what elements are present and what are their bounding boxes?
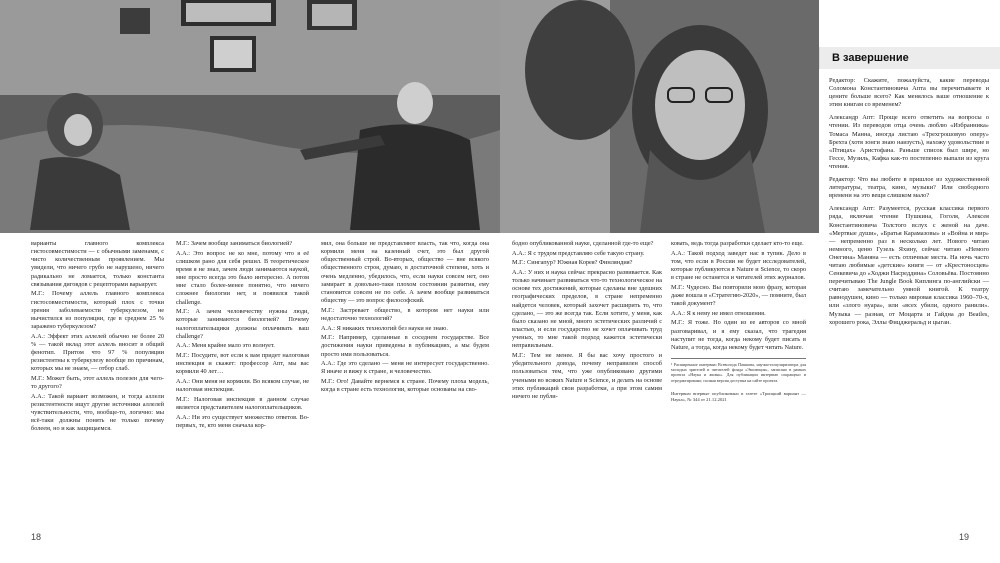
sidebar-paragraph: Редактор: Скажите, пожалуйста, какие переводы Соломона Константиновича Апта вы перечитываете и цените больше всего? Как менялось ваше отношение к этим книгам со временем? bbox=[829, 77, 989, 109]
column-paragraph: М.Г.: Ого! Давайте вернемся к стране. Почему плоха модель, когда в стране есть технологии, которые основаны на сво- bbox=[321, 378, 489, 394]
column-paragraph: А.А.: Я никаких технологий без науки не знаю. bbox=[321, 324, 448, 332]
photo-portrait-closeup bbox=[500, 0, 819, 233]
photo-scientists-on-sofa bbox=[0, 0, 500, 233]
column-paragraph: А.А.: Эффект этих аллелей обычно не более 20 % — такой вклад этот аллель вносит в общий фенотип. Притом что 97 % популяции резистентны к туберкулезу вообще по причинам, которых мы не знаем, — отбор слаб. bbox=[31, 332, 164, 373]
column-paragraph: М.Г.: Застревает общество, в котором нет науки или недостаточно технологий? bbox=[321, 306, 489, 322]
column-paragraph: М.Г.: Сингапур? Южная Корея? Финляндия? bbox=[512, 259, 633, 267]
column-paragraph: М.Г.: Может быть, этот аллель полезен для чего-то другого? bbox=[31, 375, 164, 391]
page-number-right: 19 bbox=[959, 532, 970, 542]
column-paragraph: бодно опубликованной науке, сделанной где-то еще? bbox=[512, 240, 654, 247]
text-column-left-1 bbox=[31, 240, 164, 435]
column-paragraph: М.Г.: Чудесно. Вы повторили мою фразу, которая даже вошла в «Стратегию-2020», — помните, был такой документ? bbox=[671, 283, 806, 308]
column-paragraph: А.А.: Где это сделано — меня не интересует государственно. Я иначе и вижу к стране, и человечество. bbox=[321, 360, 489, 376]
sidebar-body bbox=[829, 77, 989, 332]
column-paragraph: А.А.: Такой вариант возможен, и тогда аллели резистентности ищут другие источники аллелей чувствительности, что, вообще-то, логично: мы всё-таки должны понять не только почему болеем, но и как защищаемся. bbox=[31, 392, 164, 433]
sidebar-paragraph: Александр Апт: Разумеется, русская классика первого ряда, включая чтение Пушкина, Гоголя, Алексея Константиновича Толстого вслух с женой на даче. «Мертвые души», «Братья Карамазовы» и «Война и мир» — непременно раз в несколько лет. Нового читаю немного, ценю Гузель Яхину, сейчас читаю «Немого Онегина» Маняна — есть отличные места. На ночь часто читаю любимые «детские» книги — от «Крестоносцев» Сенкевича до «Ходжи Насреддина» Соловьёва. Постоянно перечитываю The Jungle Book Киплинга по-английски — считаю замечательно умной книгой. К театру равнодушен, кино — только мировая классика 1960–70-х, или «злого нуара», или «всех убили, одного ранили». Музыка — разная, от Моцарта и Гайдна до Beatles, хорошего рока, Эллы Фицджеральд и цыган. bbox=[829, 205, 989, 326]
sidebar-paragraph: Редактор: Что вы любите в пришлое из художественной литературы, театра, кино, музыки? Или свободного времени на это вещи слишком мало? bbox=[829, 176, 989, 200]
column-paragraph: М.Г.: Посудите, вот если к вам придет налоговая инспекция и скажет: профессор Апт, мы вас кормили 40 лет… bbox=[176, 352, 309, 376]
column-paragraph: А.А.: Это вопрос не ко мне, потому что я её слишком рано для себя решил. В теоретическое время я не знал, зачем люди занимаются наукой, мне просто всегда это было интересно. А потом мне стало более-менее понятно, что ничего сложнее биологии нет, и появился такой challenge. bbox=[176, 249, 309, 306]
column-paragraph: М.Г.: Я тоже. Но один из ее авторов со мной разговаривал, и я ему сказал, что трагедия наступит не тогда, когда некому будет писать в Nature, а тогда, когда некому будет читать Nature. bbox=[671, 319, 806, 351]
column-paragraph: мил, она больше не представляют власть, так что, когда она кормили меня на казенный счет, это был другой общественный строй. Во-вторых, общество — вне всякого общественного строя, думаю, в достаточной степени, хоть и очень медленно, убедилось, что, если науки совсем нет, оно замирает в довольно-таки плохом состоянии развития, ему становится совсем не по себе. А зачем вообще развиваться обществу — это вопрос философский. bbox=[321, 240, 489, 305]
column-paragraph: М.Г.: Почему аллель главного комплекса гистосовместимости, который плох с точки зрения заболеваемости туберкулезом, не вычистился из популяции, где в среднем 25 % заражено туберкулезом? bbox=[31, 290, 164, 331]
publication-source-note: Интервью впервые опубликовано в газете «Троицкий вариант — Наука», № 344 от 21.12.2021 bbox=[671, 390, 806, 402]
footnote: ¹ Расширенное интервью Всеволода Пашкова, научно-популяризатора для молодых зрителей и читателей фонда «Эволюция», записано в рамках проекта «Наука и жизнь». Для публикации интервью сокращено и отредактировано; полная версия доступна на сайте проекта. bbox=[671, 358, 806, 383]
page-number-left: 18 bbox=[31, 532, 42, 542]
column-paragraph: М.Г.: Налоговая инспекция в данном случае является представителем налогоплательщиков. bbox=[176, 395, 309, 411]
text-column-left-2 bbox=[176, 240, 309, 431]
text-column-left-3 bbox=[321, 240, 489, 396]
sidebar-paragraph: Александр Апт: Проще всего ответить на вопросы о чтении. Из переводов отца очень люблю «Избранника» Томаса Манна, иногда листаю «Трехгрошовую оперу» Брехта (хотя зонги знаю наизусть), нахожу удовольствие в «Птицах» Аристофана. Раньше список был шире, но Гессе, Музиль, Кафка как-то постепенно выпали из круга чтения. bbox=[829, 114, 989, 170]
sidebar-title: В завершение bbox=[832, 52, 909, 64]
column-paragraph: А.А.: У них и наука сейчас прекрасно развивается. Как только начинает развиваться что-то технологическое на основе тех достижений, которые сделаны вне здешних географических пределов, в стране непременно найдется человек, который захочет расширить то, что сделано, — это же всегда так. Если хотите, у меня, как было сказано не мной, много эстетических различий с властью, и если государство не хочет оплачивать труд ученых, то мне такой подход кажется эстетически неправильным. bbox=[512, 268, 662, 350]
column-paragraph: А.А.: Такой подход заведет нас в тупик. Дело в том, что если в России не будет исследователей, которые публикуются в Nature и Science, то скоро в стране не останется и читателей этих журналов. bbox=[671, 249, 806, 282]
column-paragraph: ковать, ведь тогда разработки сделает кто-то еще. bbox=[671, 240, 804, 247]
photo-right-illustration bbox=[500, 0, 819, 233]
sidebar-header bbox=[819, 47, 1000, 69]
column-paragraph: А.А.: Я с трудом представляю себе такую страну. bbox=[512, 249, 645, 257]
text-column-right-2 bbox=[671, 240, 806, 402]
text-column-right-1 bbox=[512, 240, 662, 402]
column-paragraph: М.Г.: Зачем вообще заниматься биологией? bbox=[176, 240, 293, 247]
column-paragraph: М.Г.: А зачем человечеству нужны люди, которые занимаются биологией? Почему налогоплательщики должны оплачивать ваш challenge? bbox=[176, 308, 309, 340]
column-paragraph: М.Г.: Тем не менее. Я бы вас хочу простого и убедительного довода, почему неправилен способ пользоваться тем, что уже опубликовано другими учеными во всяких Nature и Science, и делать на основе этих публикаций свои разработки, а при этом самим ничего не публи- bbox=[512, 352, 662, 400]
column-paragraph: варианты главного комплекса гистосовместимости — с обычными заменами, с чисто количественным проявлением. Мы увидели, что ничего грубо не нарушено, ничего радикально не ломается, только константа связывания диговдов с рецепторами варьирует. bbox=[31, 240, 164, 288]
column-paragraph: А.А.: Я к нему не имел отношения. bbox=[671, 309, 766, 317]
column-paragraph: М.Г.: Например, сделанные в соседнем государстве. Все достижения науки приведены в публикациях, а мы будем просто ими пользоваться. bbox=[321, 334, 489, 358]
column-paragraph: А.А.: Ни это существует множество ответов. Во-первых, те, кто меня сначала кор- bbox=[176, 413, 309, 429]
photo-left-illustration bbox=[0, 0, 500, 233]
column-paragraph: А.А.: Меня крайне мало это волнует. bbox=[176, 342, 275, 350]
conclusion-sidebar bbox=[819, 47, 1000, 563]
column-paragraph: А.А.: Они меня не кормили. Во всяком случае, не налоговая инспекция. bbox=[176, 378, 309, 394]
